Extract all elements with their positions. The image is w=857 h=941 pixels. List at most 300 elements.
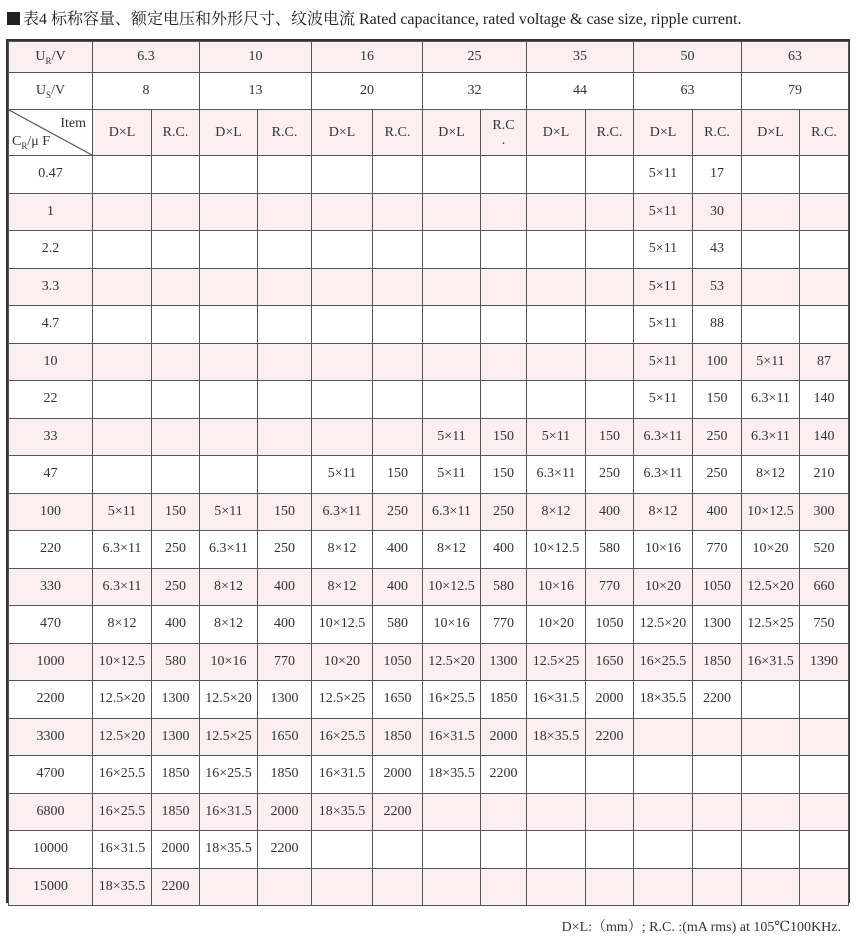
ripple-current-cell: 250 — [693, 456, 742, 494]
item-label: Item — [60, 116, 86, 131]
dl-header: D×L — [742, 110, 800, 156]
capacitance-cell: 6800 — [9, 793, 93, 831]
case-size-cell: 10×12.5 — [312, 606, 373, 644]
case-size-cell — [312, 268, 373, 306]
case-size-cell: 10×12.5 — [93, 643, 152, 681]
us-value-cell: 79 — [742, 73, 849, 110]
ripple-current-cell — [481, 193, 527, 231]
capacitance-cell: 4700 — [9, 756, 93, 794]
case-size-cell — [527, 381, 586, 419]
case-size-cell — [93, 193, 152, 231]
table-row — [9, 756, 849, 794]
ur-value-cell: 10 — [200, 42, 312, 73]
ripple-current-cell — [586, 343, 634, 381]
ripple-current-cell: 2000 — [481, 718, 527, 756]
ripple-current-cell: 250 — [373, 493, 423, 531]
ripple-current-cell: 580 — [481, 568, 527, 606]
case-size-cell: 8×12 — [200, 568, 258, 606]
case-size-cell — [312, 381, 373, 419]
ripple-current-cell — [373, 831, 423, 869]
table-row — [9, 681, 849, 719]
us-subscript: S — [46, 89, 52, 100]
case-size-cell — [200, 268, 258, 306]
ripple-current-cell: 250 — [258, 531, 312, 569]
case-size-cell: 16×25.5 — [312, 718, 373, 756]
table-row — [9, 606, 849, 644]
ripple-current-cell — [481, 156, 527, 194]
case-size-cell: 8×12 — [200, 606, 258, 644]
ripple-current-cell: 1850 — [152, 756, 200, 794]
dl-header: D×L — [634, 110, 693, 156]
capacitance-cell: 33 — [9, 418, 93, 456]
case-size-cell — [312, 231, 373, 269]
case-size-cell — [742, 756, 800, 794]
ripple-current-cell — [152, 418, 200, 456]
ripple-current-cell: 1300 — [481, 643, 527, 681]
ripple-current-cell — [586, 793, 634, 831]
capacitance-cell: 0.47 — [9, 156, 93, 194]
case-size-cell — [423, 193, 481, 231]
case-size-cell: 10×12.5 — [527, 531, 586, 569]
square-bullet-icon — [7, 12, 20, 25]
us-value-cell: 8 — [93, 73, 200, 110]
case-size-cell — [93, 381, 152, 419]
rc-header: R.C. — [693, 110, 742, 156]
ripple-current-cell — [373, 343, 423, 381]
case-size-cell — [742, 193, 800, 231]
ripple-current-cell: 660 — [800, 568, 849, 606]
case-size-cell — [527, 268, 586, 306]
capacitance-cell: 1 — [9, 193, 93, 231]
case-size-cell: 16×31.5 — [93, 831, 152, 869]
ripple-current-cell: 300 — [800, 493, 849, 531]
case-size-cell: 16×31.5 — [742, 643, 800, 681]
ripple-current-cell — [586, 756, 634, 794]
case-size-cell — [423, 306, 481, 344]
ripple-current-cell — [693, 756, 742, 794]
case-size-cell: 10×20 — [527, 606, 586, 644]
capacitance-cell: 100 — [9, 493, 93, 531]
dl-header: D×L — [312, 110, 373, 156]
ripple-current-cell: 150 — [481, 418, 527, 456]
ripple-current-cell: 770 — [586, 568, 634, 606]
ripple-current-cell — [152, 456, 200, 494]
ripple-current-cell — [152, 193, 200, 231]
capacitance-cell: 2200 — [9, 681, 93, 719]
rc-header-line2: . — [501, 132, 506, 148]
case-size-cell: 10×16 — [423, 606, 481, 644]
case-size-cell: 6.3×11 — [93, 568, 152, 606]
ripple-current-cell — [373, 418, 423, 456]
case-size-cell — [527, 868, 586, 906]
capacitance-cell: 47 — [9, 456, 93, 494]
case-size-cell — [312, 156, 373, 194]
ripple-current-cell: 1300 — [152, 718, 200, 756]
case-size-cell: 12.5×20 — [93, 681, 152, 719]
ur-symbol: U — [35, 48, 46, 64]
dl-header: D×L — [423, 110, 481, 156]
rc-header: R.C. — [152, 110, 200, 156]
table-row — [9, 793, 849, 831]
ripple-current-cell: 1650 — [586, 643, 634, 681]
capacitance-cell: 3300 — [9, 718, 93, 756]
ripple-current-cell: 2200 — [258, 831, 312, 869]
ripple-current-cell — [258, 268, 312, 306]
case-size-cell — [527, 343, 586, 381]
ripple-current-cell: 88 — [693, 306, 742, 344]
case-size-cell — [742, 718, 800, 756]
cr-subscript: R — [21, 141, 28, 151]
ripple-current-cell — [258, 231, 312, 269]
ripple-current-cell — [373, 306, 423, 344]
ripple-current-cell — [152, 231, 200, 269]
case-size-cell: 5×11 — [634, 231, 693, 269]
us-value-cell: 32 — [423, 73, 527, 110]
ripple-current-cell: 210 — [800, 456, 849, 494]
case-size-cell: 10×20 — [634, 568, 693, 606]
case-size-cell — [527, 756, 586, 794]
case-size-cell: 16×25.5 — [93, 793, 152, 831]
ripple-current-cell: 2000 — [258, 793, 312, 831]
capacitance-cell: 220 — [9, 531, 93, 569]
case-size-cell: 10×16 — [634, 531, 693, 569]
us-unit: /V — [51, 82, 66, 98]
ripple-current-cell — [373, 193, 423, 231]
case-size-cell — [312, 831, 373, 869]
table-row — [9, 531, 849, 569]
ripple-current-cell: 1050 — [373, 643, 423, 681]
case-size-cell — [423, 343, 481, 381]
case-size-cell: 16×31.5 — [312, 756, 373, 794]
ripple-current-cell — [586, 231, 634, 269]
case-size-cell: 8×12 — [527, 493, 586, 531]
case-size-cell: 8×12 — [93, 606, 152, 644]
ripple-current-cell: 400 — [693, 493, 742, 531]
case-size-cell: 8×12 — [312, 531, 373, 569]
ripple-current-cell — [800, 306, 849, 344]
case-size-cell — [527, 193, 586, 231]
ripple-current-cell — [800, 231, 849, 269]
ripple-current-cell — [373, 231, 423, 269]
case-size-cell — [93, 456, 152, 494]
ripple-current-cell: 140 — [800, 418, 849, 456]
ripple-current-cell: 250 — [152, 531, 200, 569]
ripple-current-cell — [586, 306, 634, 344]
ripple-current-cell — [693, 831, 742, 869]
ripple-current-cell: 150 — [152, 493, 200, 531]
ur-value-cell: 63 — [742, 42, 849, 73]
capacitance-cell: 22 — [9, 381, 93, 419]
ripple-current-cell: 1650 — [373, 681, 423, 719]
ripple-current-cell: 150 — [258, 493, 312, 531]
rated-voltage-row — [9, 42, 849, 73]
ripple-current-cell — [481, 381, 527, 419]
ripple-current-cell: 1050 — [586, 606, 634, 644]
case-size-cell — [312, 306, 373, 344]
case-size-cell: 5×11 — [423, 418, 481, 456]
ripple-current-cell — [800, 718, 849, 756]
table-row — [9, 868, 849, 906]
ripple-current-cell — [258, 343, 312, 381]
ripple-current-cell: 2000 — [373, 756, 423, 794]
ripple-current-cell: 2200 — [586, 718, 634, 756]
ripple-current-cell: 580 — [586, 531, 634, 569]
table-title — [7, 7, 741, 33]
cr-unit: /μ F — [27, 134, 51, 150]
ripple-current-cell — [800, 793, 849, 831]
table-title-text: 表4 标称容量、额定电压和外形尺寸、纹波电流 Rated capacitance, rated voltage & case size, ripple current. — [23, 11, 742, 28]
ripple-current-cell — [586, 268, 634, 306]
ripple-current-cell: 770 — [693, 531, 742, 569]
case-size-cell — [634, 718, 693, 756]
case-size-cell — [93, 306, 152, 344]
case-size-cell — [423, 268, 481, 306]
case-size-cell: 18×35.5 — [423, 756, 481, 794]
ripple-current-cell — [693, 718, 742, 756]
ripple-current-cell — [586, 156, 634, 194]
dl-header: D×L — [527, 110, 586, 156]
rc-header: R.C. — [258, 110, 312, 156]
case-size-cell: 12.5×25 — [742, 606, 800, 644]
case-size-cell: 12.5×25 — [200, 718, 258, 756]
ripple-current-cell — [586, 831, 634, 869]
ripple-current-cell — [373, 381, 423, 419]
ripple-current-cell: 1850 — [152, 793, 200, 831]
case-size-cell — [742, 231, 800, 269]
case-size-cell — [423, 381, 481, 419]
case-size-cell: 5×11 — [742, 343, 800, 381]
table-row — [9, 306, 849, 344]
case-size-cell — [93, 231, 152, 269]
case-size-cell: 16×25.5 — [634, 643, 693, 681]
case-size-cell — [527, 156, 586, 194]
dl-header: D×L — [93, 110, 152, 156]
case-size-cell — [200, 156, 258, 194]
table-row — [9, 193, 849, 231]
ripple-current-cell — [152, 268, 200, 306]
capacitance-cell: 15000 — [9, 868, 93, 906]
ripple-current-cell — [373, 156, 423, 194]
ripple-current-cell: 1850 — [373, 718, 423, 756]
case-size-cell: 12.5×20 — [634, 606, 693, 644]
ur-label-cell — [9, 42, 93, 73]
case-size-cell — [742, 306, 800, 344]
ripple-current-cell: 30 — [693, 193, 742, 231]
ripple-current-cell: 750 — [800, 606, 849, 644]
column-header-row — [9, 110, 849, 156]
case-size-cell: 8×12 — [423, 531, 481, 569]
table-row — [9, 456, 849, 494]
ripple-current-cell: 250 — [481, 493, 527, 531]
ripple-current-cell: 1650 — [258, 718, 312, 756]
ripple-current-cell — [152, 381, 200, 419]
ur-value-cell: 16 — [312, 42, 423, 73]
case-size-cell: 10×20 — [312, 643, 373, 681]
cr-symbol: C — [12, 134, 22, 150]
capacitance-cell: 10000 — [9, 831, 93, 869]
case-size-cell: 6.3×11 — [312, 493, 373, 531]
ripple-current-cell: 400 — [373, 568, 423, 606]
case-size-cell: 8×12 — [312, 568, 373, 606]
ripple-current-cell — [481, 306, 527, 344]
case-size-cell — [200, 381, 258, 419]
capacitance-cell: 470 — [9, 606, 93, 644]
case-size-cell — [423, 793, 481, 831]
case-size-cell: 10×16 — [527, 568, 586, 606]
item-capacitance-corner-cell — [9, 110, 93, 156]
case-size-cell — [527, 793, 586, 831]
ripple-current-cell: 400 — [481, 531, 527, 569]
table-row — [9, 718, 849, 756]
case-size-cell: 10×16 — [200, 643, 258, 681]
ripple-current-cell — [481, 793, 527, 831]
us-label-cell — [9, 73, 93, 110]
ur-unit: /V — [51, 48, 66, 64]
case-size-cell: 16×31.5 — [200, 793, 258, 831]
surge-voltage-row — [9, 73, 849, 110]
case-size-cell — [200, 343, 258, 381]
case-size-cell: 5×11 — [527, 418, 586, 456]
case-size-cell: 6.3×11 — [742, 381, 800, 419]
case-size-cell: 6.3×11 — [634, 456, 693, 494]
case-size-cell — [527, 231, 586, 269]
ripple-current-cell — [373, 868, 423, 906]
ripple-current-cell: 1300 — [152, 681, 200, 719]
ripple-current-cell: 580 — [152, 643, 200, 681]
case-size-cell: 5×11 — [634, 306, 693, 344]
ripple-current-cell: 100 — [693, 343, 742, 381]
ripple-current-cell — [800, 268, 849, 306]
case-size-cell: 16×31.5 — [423, 718, 481, 756]
case-size-cell: 18×35.5 — [634, 681, 693, 719]
ur-value-cell: 25 — [423, 42, 527, 73]
ripple-current-cell: 53 — [693, 268, 742, 306]
ripple-current-cell: 400 — [586, 493, 634, 531]
rc-header: R.C. — [586, 110, 634, 156]
ripple-current-cell: 150 — [373, 456, 423, 494]
rc-header-wrapped — [481, 110, 527, 156]
case-size-cell: 18×35.5 — [527, 718, 586, 756]
case-size-cell — [742, 156, 800, 194]
case-size-cell: 8×12 — [634, 493, 693, 531]
case-size-cell — [93, 268, 152, 306]
ripple-current-cell: 2000 — [152, 831, 200, 869]
case-size-cell — [312, 193, 373, 231]
case-size-cell: 18×35.5 — [200, 831, 258, 869]
case-size-cell — [742, 868, 800, 906]
table-row — [9, 231, 849, 269]
case-size-cell: 5×11 — [423, 456, 481, 494]
case-size-cell: 18×35.5 — [93, 868, 152, 906]
ripple-current-cell — [481, 231, 527, 269]
ripple-current-cell — [800, 156, 849, 194]
table-row — [9, 493, 849, 531]
ur-value-cell: 35 — [527, 42, 634, 73]
spec-table — [8, 41, 849, 906]
case-size-cell — [423, 156, 481, 194]
case-size-cell: 5×11 — [93, 493, 152, 531]
case-size-cell: 12.5×20 — [423, 643, 481, 681]
case-size-cell — [200, 306, 258, 344]
case-size-cell — [742, 268, 800, 306]
case-size-cell: 12.5×20 — [93, 718, 152, 756]
ripple-current-cell — [258, 456, 312, 494]
ripple-current-cell: 400 — [258, 568, 312, 606]
capacitance-cell: 4.7 — [9, 306, 93, 344]
case-size-cell: 12.5×20 — [200, 681, 258, 719]
ripple-current-cell — [481, 831, 527, 869]
ripple-current-cell: 150 — [586, 418, 634, 456]
capacitance-cell: 330 — [9, 568, 93, 606]
ripple-current-cell: 520 — [800, 531, 849, 569]
case-size-cell — [200, 868, 258, 906]
ripple-current-cell — [800, 868, 849, 906]
case-size-cell — [423, 831, 481, 869]
ripple-current-cell: 2200 — [152, 868, 200, 906]
case-size-cell: 5×11 — [634, 156, 693, 194]
ripple-current-cell — [481, 343, 527, 381]
case-size-cell: 6.3×11 — [423, 493, 481, 531]
case-size-cell: 6.3×11 — [634, 418, 693, 456]
case-size-cell: 5×11 — [634, 193, 693, 231]
ripple-current-cell: 2200 — [481, 756, 527, 794]
case-size-cell — [93, 156, 152, 194]
case-size-cell: 10×12.5 — [423, 568, 481, 606]
ripple-current-cell — [693, 793, 742, 831]
ripple-current-cell: 400 — [152, 606, 200, 644]
case-size-cell — [93, 418, 152, 456]
table-row — [9, 268, 849, 306]
case-size-cell: 5×11 — [200, 493, 258, 531]
ripple-current-cell — [800, 193, 849, 231]
ripple-current-cell: 250 — [152, 568, 200, 606]
case-size-cell — [742, 681, 800, 719]
ripple-current-cell: 150 — [481, 456, 527, 494]
case-size-cell — [200, 418, 258, 456]
table-row — [9, 418, 849, 456]
us-value-cell: 63 — [634, 73, 742, 110]
case-size-cell: 5×11 — [634, 381, 693, 419]
table-row — [9, 831, 849, 869]
ripple-current-cell: 1300 — [258, 681, 312, 719]
ripple-current-cell — [258, 418, 312, 456]
ripple-current-cell: 2200 — [693, 681, 742, 719]
units-footnote: D×L:（mm）; R.C. :(mA rms) at 105℃100KHz. — [561, 920, 841, 935]
case-size-cell: 16×31.5 — [527, 681, 586, 719]
ripple-current-cell: 250 — [586, 456, 634, 494]
case-size-cell: 12.5×25 — [527, 643, 586, 681]
table-row — [9, 568, 849, 606]
case-size-cell: 16×25.5 — [423, 681, 481, 719]
case-size-cell: 12.5×20 — [742, 568, 800, 606]
case-size-cell: 6.3×11 — [742, 418, 800, 456]
case-size-cell — [312, 868, 373, 906]
case-size-cell — [634, 793, 693, 831]
rc-header-line1: R.C — [492, 117, 515, 133]
ur-subscript: R — [45, 55, 52, 66]
case-size-cell — [634, 868, 693, 906]
ur-value-cell: 50 — [634, 42, 742, 73]
us-value-cell: 13 — [200, 73, 312, 110]
ripple-current-cell — [586, 193, 634, 231]
case-size-cell: 16×25.5 — [200, 756, 258, 794]
capacitance-cell: 10 — [9, 343, 93, 381]
ripple-current-cell: 1850 — [258, 756, 312, 794]
ripple-current-cell: 17 — [693, 156, 742, 194]
case-size-cell — [200, 231, 258, 269]
case-size-cell: 6.3×11 — [527, 456, 586, 494]
case-size-cell: 18×35.5 — [312, 793, 373, 831]
